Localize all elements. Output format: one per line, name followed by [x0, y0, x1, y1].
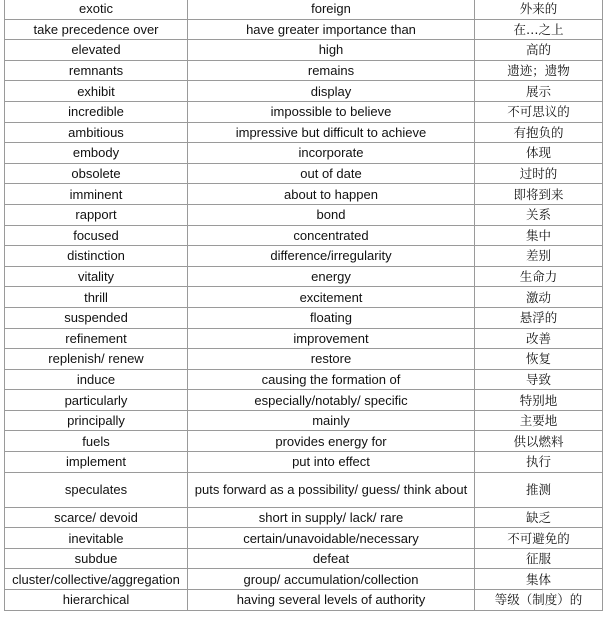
word-cell: exhibit [5, 81, 188, 102]
table-row [5, 225, 603, 246]
chinese-cell: 有抱负的 [475, 122, 603, 143]
word-cell: vitality [5, 266, 188, 287]
table-row [5, 163, 603, 184]
meaning-cell: group/ accumulation/collection [188, 569, 475, 590]
word-cell: distinction [5, 246, 188, 267]
word-cell: refinement [5, 328, 188, 349]
word-cell: induce [5, 369, 188, 390]
meaning-cell: especially/notably/ specific [188, 390, 475, 411]
word-cell: thrill [5, 287, 188, 308]
chinese-cell: 生命力 [475, 266, 603, 287]
word-cell: particularly [5, 390, 188, 411]
chinese-cell: 过时的 [475, 163, 603, 184]
word-cell: exotic [5, 0, 188, 19]
table-row [5, 184, 603, 205]
meaning-cell: causing the formation of [188, 369, 475, 390]
table-row [5, 431, 603, 452]
table-row [5, 472, 603, 507]
chinese-cell: 推测 [475, 472, 603, 507]
table-row [5, 143, 603, 164]
table-row [5, 266, 603, 287]
word-cell: elevated [5, 40, 188, 61]
word-cell: incredible [5, 101, 188, 122]
chinese-cell: 导致 [475, 369, 603, 390]
word-cell: suspended [5, 307, 188, 328]
word-cell: rapport [5, 204, 188, 225]
meaning-cell: restore [188, 349, 475, 370]
chinese-cell: 在…之上 [475, 19, 603, 40]
chinese-cell: 改善 [475, 328, 603, 349]
chinese-cell: 体现 [475, 143, 603, 164]
table-row [5, 246, 603, 267]
table-row [5, 369, 603, 390]
chinese-cell: 高的 [475, 40, 603, 61]
word-cell: replenish/ renew [5, 349, 188, 370]
table-row [5, 40, 603, 61]
table-row [5, 548, 603, 569]
table-row [5, 307, 603, 328]
meaning-cell: certain/unavoidable/necessary [188, 528, 475, 549]
word-cell: ambitious [5, 122, 188, 143]
meaning-cell: have greater importance than [188, 19, 475, 40]
chinese-cell: 不可思议的 [475, 101, 603, 122]
chinese-cell: 特别地 [475, 390, 603, 411]
table-row [5, 60, 603, 81]
table-row [5, 122, 603, 143]
chinese-cell: 集体 [475, 569, 603, 590]
table-row [5, 19, 603, 40]
meaning-cell: concentrated [188, 225, 475, 246]
word-cell: take precedence over [5, 19, 188, 40]
meaning-cell: impossible to believe [188, 101, 475, 122]
meaning-cell: excitement [188, 287, 475, 308]
word-cell: embody [5, 143, 188, 164]
chinese-cell: 供以燃料 [475, 431, 603, 452]
word-cell: subdue [5, 548, 188, 569]
table-row [5, 452, 603, 473]
word-cell: fuels [5, 431, 188, 452]
meaning-cell: having several levels of authority [188, 590, 475, 611]
word-cell: remnants [5, 60, 188, 81]
chinese-cell: 不可避免的 [475, 528, 603, 549]
word-cell: principally [5, 410, 188, 431]
chinese-cell: 外来的 [475, 0, 603, 19]
table-row [5, 81, 603, 102]
word-cell: implement [5, 452, 188, 473]
chinese-cell: 等级（制度）的 [475, 590, 603, 611]
chinese-cell: 关系 [475, 204, 603, 225]
word-cell: imminent [5, 184, 188, 205]
meaning-cell: foreign [188, 0, 475, 19]
table-row [5, 204, 603, 225]
chinese-cell: 恢复 [475, 349, 603, 370]
meaning-cell: mainly [188, 410, 475, 431]
meaning-cell: provides energy for [188, 431, 475, 452]
meaning-cell: display [188, 81, 475, 102]
meaning-cell: bond [188, 204, 475, 225]
table-row [5, 0, 603, 19]
word-cell: inevitable [5, 528, 188, 549]
meaning-cell: about to happen [188, 184, 475, 205]
table-row [5, 328, 603, 349]
table-row [5, 101, 603, 122]
chinese-cell: 差别 [475, 246, 603, 267]
table-row [5, 569, 603, 590]
meaning-cell: floating [188, 307, 475, 328]
meaning-cell: out of date [188, 163, 475, 184]
meaning-cell: energy [188, 266, 475, 287]
vocabulary-table-body [5, 0, 603, 610]
table-row [5, 507, 603, 528]
word-cell: obsolete [5, 163, 188, 184]
chinese-cell: 激动 [475, 287, 603, 308]
chinese-cell: 集中 [475, 225, 603, 246]
chinese-cell: 展示 [475, 81, 603, 102]
meaning-cell: incorporate [188, 143, 475, 164]
meaning-cell: impressive but difficult to achieve [188, 122, 475, 143]
meaning-cell: short in supply/ lack/ rare [188, 507, 475, 528]
chinese-cell: 即将到来 [475, 184, 603, 205]
table-row [5, 528, 603, 549]
chinese-cell: 缺乏 [475, 507, 603, 528]
word-cell: focused [5, 225, 188, 246]
word-cell: hierarchical [5, 590, 188, 611]
chinese-cell: 悬浮的 [475, 307, 603, 328]
table-row [5, 349, 603, 370]
table-row [5, 287, 603, 308]
word-cell: scarce/ devoid [5, 507, 188, 528]
table-row [5, 390, 603, 411]
vocabulary-table [4, 0, 603, 611]
meaning-cell: put into effect [188, 452, 475, 473]
chinese-cell: 遗迹；遗物 [475, 60, 603, 81]
table-row [5, 410, 603, 431]
meaning-cell: improvement [188, 328, 475, 349]
meaning-cell: high [188, 40, 475, 61]
chinese-cell: 征服 [475, 548, 603, 569]
meaning-cell: remains [188, 60, 475, 81]
chinese-cell: 主要地 [475, 410, 603, 431]
table-row [5, 590, 603, 611]
word-cell: cluster/collective/aggregation [5, 569, 188, 590]
meaning-cell: puts forward as a possibility/ guess/ think about [188, 472, 475, 507]
word-cell: speculates [5, 472, 188, 507]
meaning-cell: difference/irregularity [188, 246, 475, 267]
meaning-cell: defeat [188, 548, 475, 569]
chinese-cell: 执行 [475, 452, 603, 473]
